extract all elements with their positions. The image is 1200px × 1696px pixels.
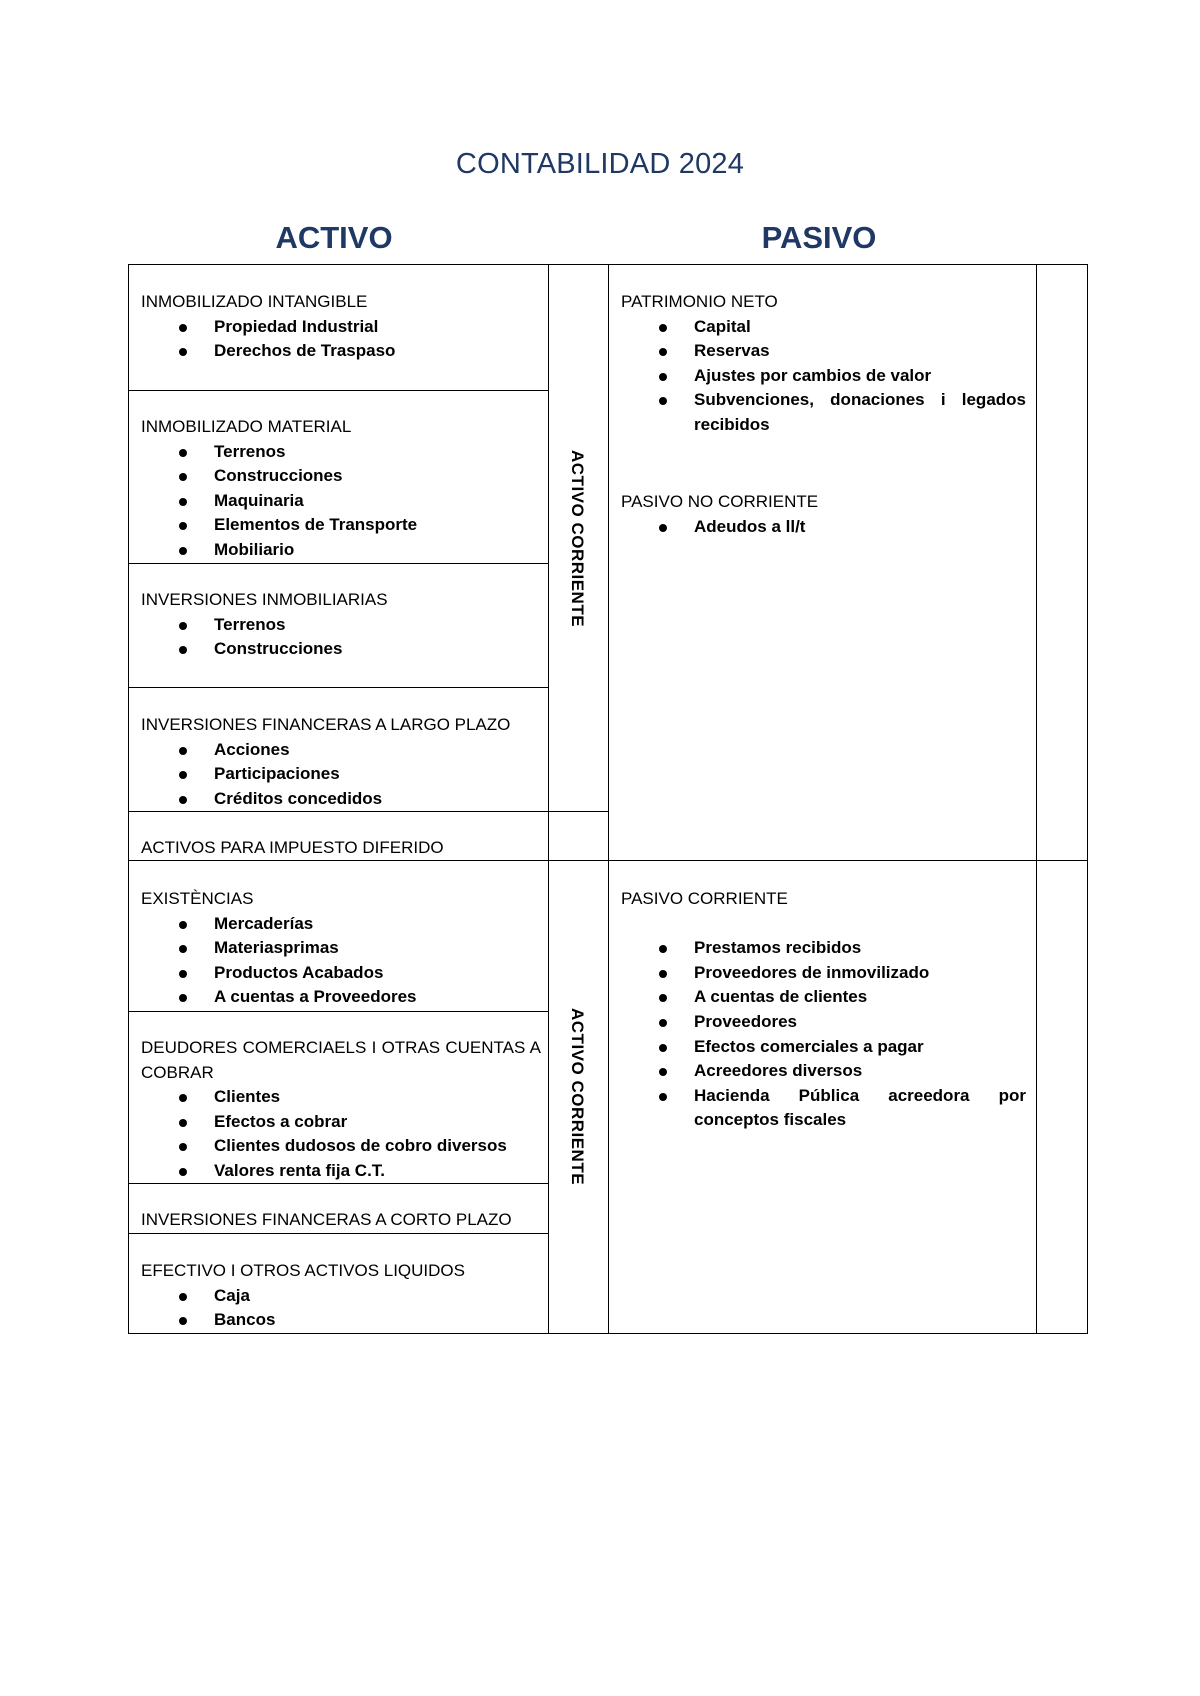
list-item: A cuentas a Proveedores [141,985,541,1010]
bullet-icon [179,1143,187,1151]
list-item: Prestamos recibidos [621,936,1026,961]
table-border-left [128,264,129,1334]
bullet-icon [179,1168,187,1176]
table-divider-right [1036,264,1037,1334]
list-item: Construcciones [141,637,541,662]
list-item: Acciones [141,738,541,763]
bullet-icon [179,994,187,1002]
list-item: Mercaderías [141,912,541,937]
list-item: Propiedad Industrial [141,315,541,340]
list-item: Productos Acabados [141,961,541,986]
section-activos-impuesto-diferido [141,836,541,861]
section-pasivo-corriente [621,887,1026,1133]
bullet-icon [659,970,667,978]
list-item: Valores renta fija C.T. [141,1159,541,1184]
bullet-icon [179,796,187,804]
page-title: CONTABILIDAD 2024 [455,148,745,180]
section-heading: INVERSIONES FINANCERAS A LARGO PLAZO [141,715,511,734]
section-heading: PASIVO CORRIENTE [621,889,788,908]
list-item: Caja [141,1284,541,1309]
section-heading: PASIVO NO CORRIENTE [621,492,819,511]
section-inversiones-inmobiliarias [141,588,541,662]
section-heading: INMOBILIZADO INTANGIBLE [141,292,368,311]
list-item: Efectos a cobrar [141,1110,541,1135]
list-item: Elementos de Transporte [141,513,541,538]
table-divider-label-right [608,264,609,1334]
section-deudores-comerciales [141,1036,541,1184]
section-heading: ACTIVOS PARA IMPUESTO DIFERIDO [141,838,444,857]
table-divider-label-left [548,264,549,1334]
bullet-icon [179,324,187,332]
section-heading: INVERSIONES INMOBILIARIAS [141,590,388,609]
bullet-icon [179,970,187,978]
bullet-icon [179,1317,187,1325]
bullet-icon [659,1019,667,1027]
list-item: Materiasprimas [141,936,541,961]
section-patrimonio-neto [621,290,1026,438]
bullet-icon [179,945,187,953]
activo-no-corriente-side-label: ACTIVO CORRIENTE [568,450,587,628]
bullet-icon [179,348,187,356]
row-divider [128,687,549,688]
list-item: Derechos de Traspaso [141,339,541,364]
section-inmovilizado-intangible [141,290,541,364]
list-item: Subvenciones, donaciones i legados recibidos [621,388,1026,437]
row-divider [128,563,549,564]
section-pasivo-no-corriente [621,490,1026,539]
bullet-icon [179,547,187,555]
bullet-icon [659,324,667,332]
section-inmovilizado-material [141,415,541,563]
list-item: Ajustes por cambios de valor [621,364,1026,389]
list-item: Maquinaria [141,489,541,514]
bullet-icon [179,747,187,755]
bullet-icon [179,921,187,929]
list-item: Participaciones [141,762,541,787]
bullet-icon [659,945,667,953]
row-divider [128,390,549,391]
section-heading: EXISTÈNCIAS [141,889,254,908]
section-inversiones-financieras-largo-plazo [141,713,541,811]
activo-heading: ACTIVO [275,220,393,255]
section-heading: EFECTIVO I OTROS ACTIVOS LIQUIDOS [141,1261,465,1280]
bullet-icon [179,449,187,457]
list-item: Terrenos [141,613,541,638]
bullet-icon [659,373,667,381]
list-item: Proveedores de inmovilizado [621,961,1026,986]
bullet-icon [179,1119,187,1127]
bullet-icon [179,646,187,654]
list-item: Acreedores diversos [621,1059,1026,1084]
pasivo-heading: PASIVO [761,220,877,255]
bullet-icon [659,1093,667,1101]
bullet-icon [659,1044,667,1052]
bullet-icon [179,622,187,630]
section-efectivo [141,1259,541,1333]
list-item: Mobiliario [141,538,541,563]
list-item: Construcciones [141,464,541,489]
list-item: A cuentas de clientes [621,985,1026,1010]
section-heading: PATRIMONIO NETO [621,292,778,311]
bullet-icon [659,348,667,356]
list-item: Efectos comerciales a pagar [621,1035,1026,1060]
bullet-icon [179,1094,187,1102]
list-item: Capital [621,315,1026,340]
list-item: Créditos concedidos [141,787,541,812]
section-inversiones-financieras-corto-plazo [141,1208,541,1233]
bullet-icon [179,473,187,481]
list-item: Bancos [141,1308,541,1333]
activo-corriente-side-label: ACTIVO CORRIENTE [568,1008,587,1186]
section-heading: INMOBILIZADO MATERIAL [141,417,352,436]
list-item: Terrenos [141,440,541,465]
section-heading: DEUDORES COMERCIAELS I OTRAS CUENTAS A COBRAR [141,1038,541,1082]
bullet-icon [659,994,667,1002]
table-border-right [1087,264,1088,1334]
bullet-icon [659,397,667,405]
list-item: Proveedores [621,1010,1026,1035]
list-item: Adeudos a ll/t [621,515,1026,540]
list-item: Clientes dudosos de cobro diversos [141,1134,541,1159]
list-item: Hacienda Pública acreedora por conceptos fiscales [621,1084,1026,1133]
bullet-icon [659,1068,667,1076]
list-item: Clientes [141,1085,541,1110]
bullet-icon [179,522,187,530]
row-divider [128,1233,549,1234]
row-divider [128,1011,549,1012]
bullet-icon [179,498,187,506]
list-item: Reservas [621,339,1026,364]
bullet-icon [179,1293,187,1301]
bullet-icon [659,524,667,532]
section-heading: INVERSIONES FINANCERAS A CORTO PLAZO [141,1210,512,1229]
section-existencias [141,887,541,1010]
bullet-icon [179,771,187,779]
